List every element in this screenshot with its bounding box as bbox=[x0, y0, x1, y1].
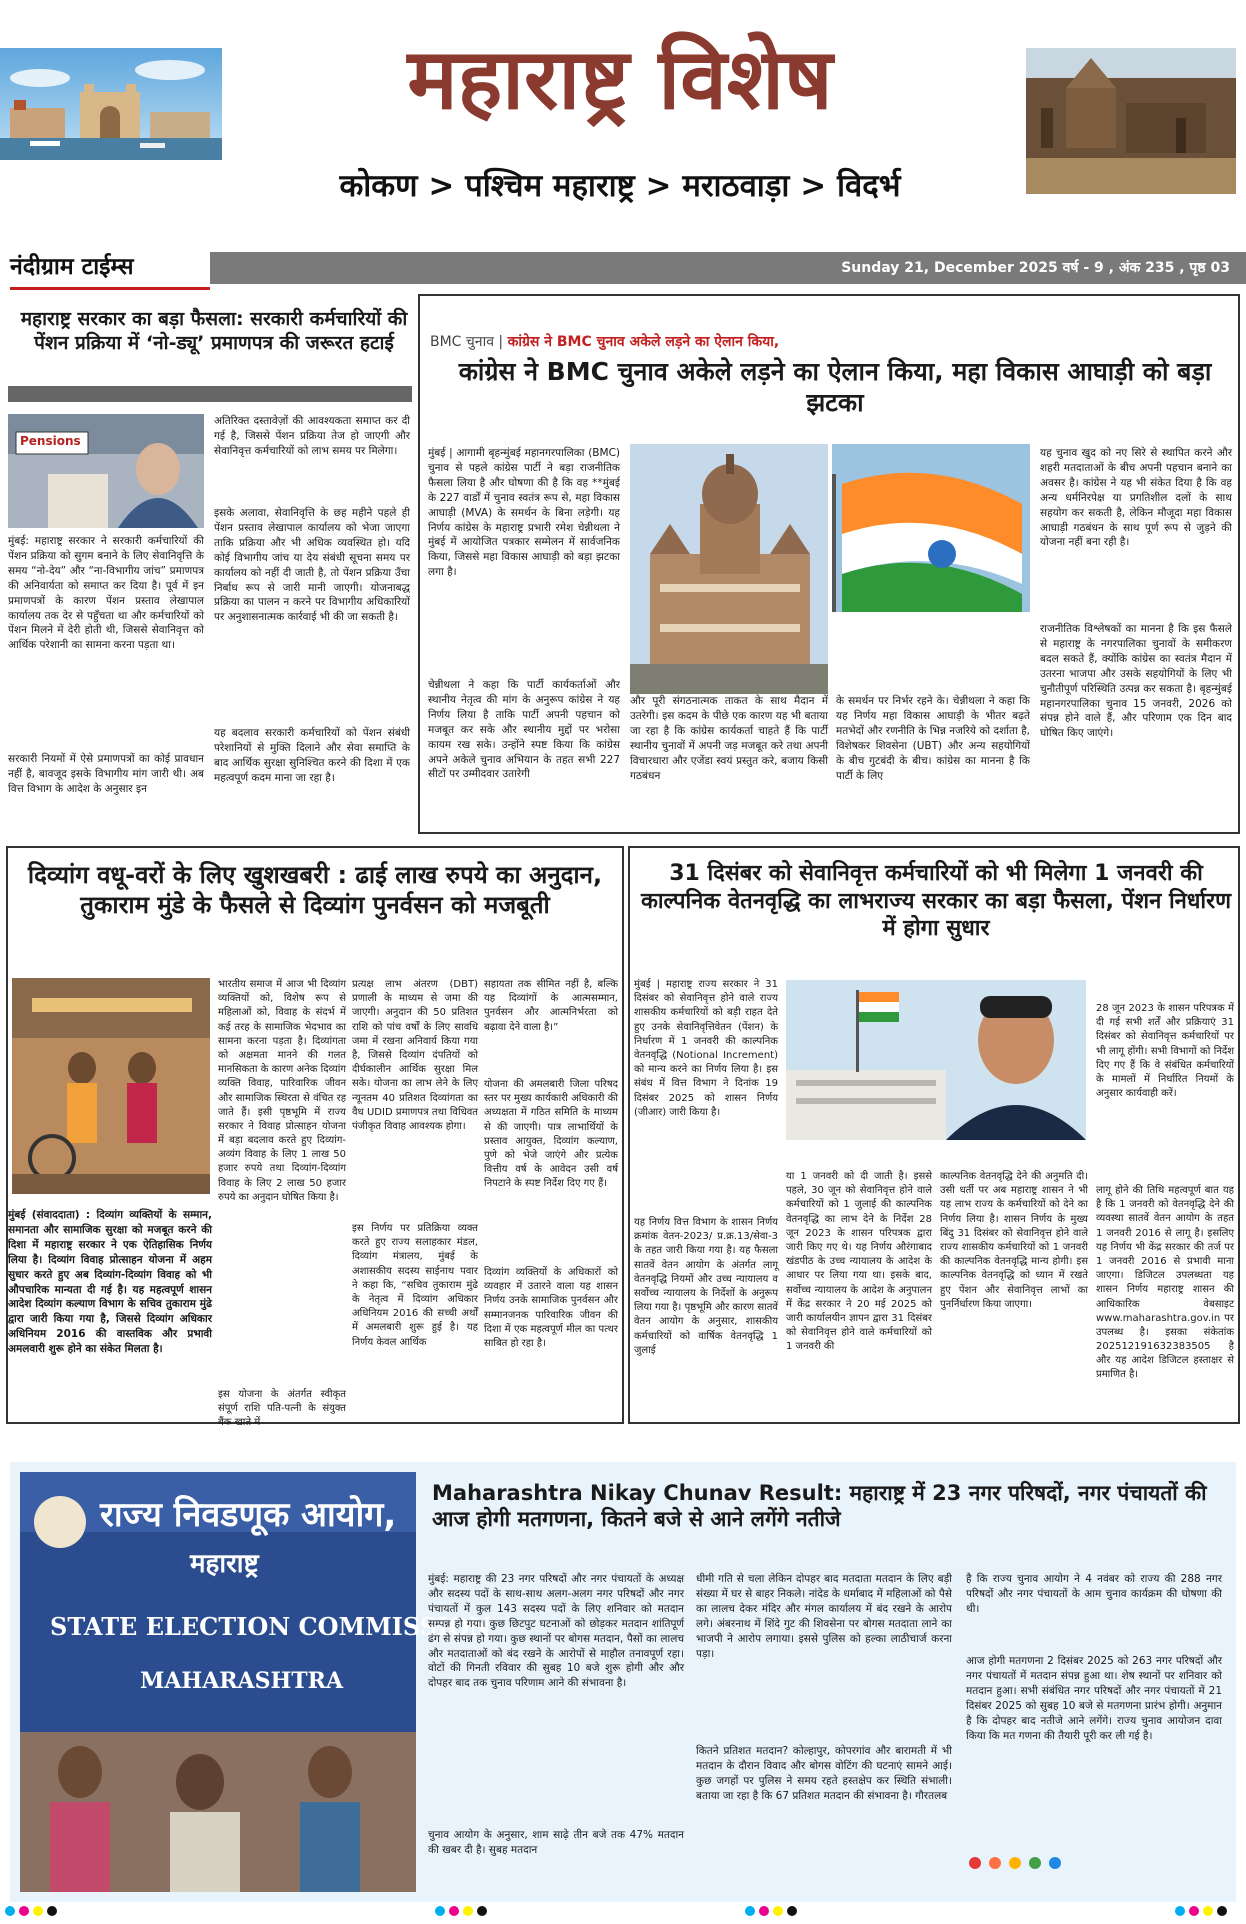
pensions-sign-label: Pensions bbox=[20, 434, 81, 448]
article3-col3b: इस निर्णय पर प्रतिक्रिया व्यक्त करते हुए राज्य सलाहकार मंडल, दिव्यांग मंत्रालय, मुंबई के अशासकीय सदस्य साईनाथ पवार ने कहा कि, “सचिव तुकाराम मुंढे के नेतृत्व में दिव्यांग अधिकार अधिनियम 2016 की सच्ची अर्थों में अमलबारी शुरू हुई है। यह निर्णय केवल आर्थिक bbox=[352, 1223, 478, 1348]
masthead-title: महाराष्ट्र विशेष bbox=[407, 30, 833, 128]
article3-col4b: योजना की अमलबारी जिला परिषद स्तर पर मुख्य कार्यकारी अधिकारी की अध्यक्षता में गठित समिति के माध्यम से की जाएगी। पात्र लाभार्थियों के प्रस्ताव आयुक्त, दिव्यांग कल्याण, पुणे को भेजे जाएंगे और प्रत्येक वित्तीय वर्ष के आवेदन उसी वर्ष निपटाने के स्पष्ट निर्देश दिए गए हैं। bbox=[484, 1079, 618, 1190]
article1-col2c: यह बदलाव सरकारी कर्मचारियों को पेंशन संबंधी परेशानियों से मुक्ति दिलाने और सेवा समाप्ति के बाद आर्थिक सुरक्षा सुनिश्चित करने की दिशा में एक महत्वपूर्ण कदम माना जा रहा है। bbox=[214, 727, 410, 784]
article1-col1b: सरकारी नियमों में ऐसे प्रमाणपत्रों का कोई प्रावधान नहीं है, बावजूद इसके विभागीय मांग जारी थी। अब वित्त विभाग के आदेश के अनुसार इन bbox=[8, 753, 204, 795]
article1-headline: महाराष्ट्र सरकार का बड़ा फैसला: सरकारी कर्मचारियों की पेंशन प्रक्रिया में ‘नो-ड्यू’ प्रमाणपत्र की जरूरत हटाई bbox=[20, 308, 408, 354]
article2-col2b: और पूरी संगठनात्मक ताकत के साथ मैदान में उतरेगी। इस कदम के पीछे एक कारण यह भी बताया जा रहा है कि कांग्रेस कार्यकर्ता चाहते हैं कि पार्टी स्थानीय चुनावों में अपनी जड़ मजबूत करे तथा अपनी विचारधारा और एजेंडा स्वयं प्रस्तुत करे, बजाय किसी गठबंधन bbox=[630, 695, 828, 782]
article4-col4: 28 जून 2023 के शासन परिपत्रक में दी गई सभी शर्तें और प्रक्रियाएं 31 दिसंबर को सेवानिवृत्त कर्मचारियों पर भी लागू होंगी। सभी विभागों को निर्देश दिए गए हैं कि वे संबंधित कर्मचारियों के मामलों में निर्धारित नियमों के अनुसार कार्यवाही करें। bbox=[1096, 1003, 1234, 1100]
article2-col1b: चेन्नीथला ने कहा कि पार्टी कार्यकर्ताओं और स्थानीय नेतृत्व की मांग के अनुरूप कांग्रेस ने यह निर्णय लिया है ताकि पार्टी अपनी पहचान को मजबूत कर सके और स्थानीय मुद्दों पर भरोसा कायम रख सके। उन्होंने स्पष्ट किया कि कांग्रेस अपने अकेले चुनाव अभियान के तहत सभी 227 सीटों पर उम्मीदवार उतारेगी bbox=[428, 679, 620, 781]
article2-kicker-red: कांग्रेस ने BMC चुनाव अकेले लड़ने का ऐलान किया, bbox=[507, 334, 780, 350]
article2-col4b: राजनीतिक विश्लेषकों का मानना है कि इस फैसले से महाराष्ट्र के नगरपालिका चुनावों के समीकरण बदल सकते हैं, क्योंकि कांग्रेस का स्वतंत्र मैदान में उतरना भाजपा और उसके सहयोगियों के लिए भी चुनौतीपूर्ण परिस्थिति उत्पन्न कर सकता है। बृहन्मुंबई महानगरपालिका चुनाव 15 जनवरी, 2026 को संपन्न होने वाले हैं, और परिणाम एक दिन बाद घोषित किए जाएंगे। bbox=[1040, 623, 1232, 740]
mantralaya-cm-photo bbox=[786, 980, 1086, 1140]
article5-col1b: चुनाव आयोग के अनुसार, शाम साढ़े तीन बजे तक 47% मतदान की खबर दी है। सुबह मतदान bbox=[428, 1829, 684, 1856]
registration-marks bbox=[0, 1902, 1246, 1920]
election-sign-text-2: महाराष्ट्र bbox=[190, 1549, 259, 1579]
article4-col4b: लागू होने की तिथि महत्वपूर्ण बात यह है कि 1 जनवरी को वेतनवृद्धि देने की व्यवस्था सातवें वेतन आयोग के तहत 1 जनवरी 2016 से लागू है। इसलिए यह निर्णय भी केंद्र सरकार की तर्ज पर 1 जनवरी 2016 से प्रभावी माना जाएगा। डिजिटल उपलब्धता यह शासन निर्णय महाराष्ट्र शासन की आधिकारिक वेबसाइट www.maharashtra.gov.in पर उपलब्ध है। इसका संकेतांक 202512191632383505 है और यह आदेश डिजिटल हस्ताक्षर से प्रमाणित है। bbox=[1096, 1185, 1234, 1381]
region-subtitle: कोकण > पश्चिम महाराष्ट्र > मराठवाड़ा > विदर्भ bbox=[339, 168, 901, 204]
pensions-photo bbox=[8, 414, 204, 528]
article4-col1b: यह निर्णय वित्त विभाग के शासन निर्णय क्रमांक वेतन-2023/ प्र.क्र.13/सेवा-3 के तहत जारी किया गया है। यह फैसला सातवें वेतन आयोग के अंतर्गत लागू वेतनवृद्धि नियमों और उच्च न्यायालय व सर्वोच्च न्यायालय के निर्देशों के अनुरूप लिया गया है। पृष्ठभूमि और कारण सातवें वेतन आयोग के अनुसार, शासकीय कर्मचारियों को वार्षिक वेतनवृद्धि 1 जुलाई bbox=[634, 1217, 778, 1356]
article2-col1: मुंबई | आगामी बृहन्मुंबई महानगरपालिका (BMC) चुनाव से पहले कांग्रेस पार्टी ने बड़ा राजनीतिक फैसला लिया है और घोषणा की है कि वह **मुंबई के 227 वार्डों में चुनाव स्वतंत्र रूप से, महा विकास आघाड़ी (MVA) के समर्थन के बिना लड़ेगी। यह निर्णय कांग्रेस के महाराष्ट्र प्रभारी रमेश चेन्नीथला ने मुंबई में आयोजित पत्रकार सम्मेलन में सार्वजनिक किया, जिससे महा विकास आघाड़ी को बड़ा झटका लगा है। bbox=[428, 447, 620, 579]
article5-col2b: कितने प्रतिशत मतदान? कोल्हापुर, कोपरगांव और बारामती में भी मतदान के दौरान विवाद और बोगस वोटिंग की घटनाएं सामने आई। कुछ जगहों पर पुलिस ने समय रहते हस्तक्षेप कर स्थिति संभाली। बताया जा रहा है कि 67 प्रतिशत मतदान की संभावना है। गौरतलब bbox=[696, 1745, 952, 1802]
article1-rule bbox=[8, 386, 412, 402]
article2-kicker-label: BMC चुनाव | bbox=[430, 334, 504, 350]
article4-col3b: काल्पनिक वेतनवृद्धि देने की अनुमति दी। उसी धर्ती पर अब महाराष्ट्र शासन ने भी यह लाभ राज्य के कर्मचारियों को देने का निर्णय लिया है। शासन निर्णय के मुख्य बिंदु 31 दिसंबर को सेवानिवृत्त होने वाले राज्य शासकीय कर्मचारियों को 1 जनवरी की काल्पनिक वेतनवृद्धि मान्य होगी। इस काल्पनिक वेतनवृद्धि को ध्यान में रखते हुए पेंशन और सेवानिवृत्त लाभों का पुनर्निर्धारण किया जाएगा। bbox=[940, 1171, 1088, 1310]
article4-col2b: या 1 जनवरी को दी जाती है। इससे पहले, 30 जून को सेवानिवृत्त होने वाले कर्मचारियों को 1 जुलाई की काल्पनिक वेतनवृद्धि का लाभ देने के निर्देश 28 जून 2023 के शासन परिपत्रक द्वारा जारी किए गए थे। यह निर्णय औरंगाबाद खंडपीठ के उच्च न्यायालय के आदेश के आधार पर लिया गया था। इसके बाद, सर्वोच्च न्यायालय के आदेश के अनुपालन में केंद्र सरकार ने 20 मई 2025 को जारी कार्यालयीन ज्ञापन द्वारा 31 दिसंबर को सेवानिवृत्त होने वाले कर्मचारियों को 1 जनवरी की bbox=[786, 1171, 932, 1353]
article1-col2: अतिरिक्त दस्तावेज़ों की आवश्यकता समाप्त कर दी गई है, जिससे पेंशन प्रक्रिया तेज हो जाएगी और सेवानिवृत्त कर्मचारियों को लाभ समय पर मिलेगा। bbox=[214, 415, 410, 457]
article5-col3b: आज होगी मतगणना 2 दिसंबर 2025 को 263 नगर परिषदों और नगर पंचायतों में मतदान संपन्न हुआ था। शेष स्थानों पर शनिवार को मतदान हुआ। सभी संबंधित नगर परिषदों और नगर पंचायतों में 21 दिसंबर 2025 को सुबह 10 बजे से मतगणना प्रारंभ होगी। अनुमान है कि दोपहर बाद नतीजे आने लगेंगे। राज्य चुनाव आयोजन दावा किया कि मत गणना की तैयारी पूरी कर ली गई है। bbox=[966, 1655, 1222, 1742]
election-sign-text-3: STATE ELECTION COMMISSION bbox=[50, 1612, 492, 1641]
temple-photo bbox=[1026, 48, 1236, 194]
article3-col3: प्रत्यक्ष लाभ अंतरण (DBT) प्रणाली के माध्यम से जमा की जाएगी। अनुदान की 50 प्रतिशत राशि को पांच वर्षों के लिए सावधि जमा में रखना अनिवार्य किया गया है, जिससे दिव्यांग दंपतियों को दीर्घकालीन आर्थिक सुरक्षा मिल सके। योजना का लाभ लेने के लिए न्यूनतम 40 प्रतिशत दिव्यांगता का वैध UDID प्रमाणपत्र तथा विधिवत पंजीकृत विवाह आवश्यक होगा। bbox=[352, 979, 478, 1132]
article5-col3: है कि राज्य चुनाव आयोग ने 4 नवंबर को राज्य की 288 नगर परिषदों और नगर पंचायतों के आम चुनाव कार्यक्रम की घोषणा की थी। bbox=[966, 1573, 1222, 1615]
article2-col4: यह चुनाव खुद को नए सिरे से स्थापित करने और शहरी मतदाताओं के बीच अपनी पहचान बनाने का अवसर है। कांग्रेस ने यह भी संकेत दिया है कि वह अन्य धर्मनिरपेक्ष या प्रगतिशील दलों के साथ सहयोग कर सकती है, लेकिन मौजूदा महा विकास आघाड़ी गठबंधन के साथ पूर्ण रूप से जुड़ने की योजना नहीं बना रही है। bbox=[1040, 447, 1232, 549]
color-dots-decoration bbox=[968, 1855, 1088, 1869]
article3-col4: सहायता तक सीमित नहीं है, बल्कि यह दिव्यांगों के आत्मसम्मान, पुनर्वसन और आत्मनिर्भरता को बढ़ावा देने वाला है।” bbox=[484, 979, 618, 1033]
article5-col1: मुंबई: महाराष्ट्र की 23 नगर परिषदों और नगर पंचायतों के अध्यक्ष और सदस्य पदों के साथ-साथ अलग-अलग नगर परिषदों और नगर पंचायतों में कुल 143 सदस्य पदों के लिए शनिवार को मतदान सम्पन्न हो गया। कुछ छिटपुट घटनाओं को छोड़कर मतदान शांतिपूर्ण ढंग से संपन्न हो गया। कुछ स्थानों पर बोगस मतदान, पैसों का लालच और मतदाताओं को बंद रखने के आरोपों से माहौल तनावपूर्ण रहा। वोटों की गिनती रविवार की सुबह 10 बजे शुरू होगी और और दोपहर बाद तक चुनाव परिणाम आने की संभावना है। bbox=[428, 1573, 684, 1690]
article4-headline: 31 दिसंबर को सेवानिवृत्त कर्मचारियों को भी मिलेगा 1 जनवरी की काल्पनिक वेतनवृद्धि का लाभराज्य सरकार का बड़ा फैसला, पेंशन निर्धारण में होगा सुधार bbox=[640, 861, 1232, 941]
article3-lead: मुंबई (संवाददाता) : दिव्यांग व्यक्तियों के सम्मान, समानता और सामाजिक सुरक्षा को मजबूत करने की दिशा में महाराष्ट्र सरकार ने एक ऐतिहासिक निर्णय लिया है। दिव्यांग विवाह प्रोत्साहन योजना में अहम सुधार करते हुए अब दिव्यांग-दिव्यांग विवाह को भी औपचारिक मान्यता दी गई है। यह महत्वपूर्ण शासन आदेश दिव्यांग कल्याण विभाग के सचिव तुकाराम मुंढे द्वारा जारी किया गया है, जिससे दिव्यांग अधिकार अधिनियम 2016 की वास्तविक और प्रभावी अमलवारी शुरू होने का संकेत मिलता है। bbox=[8, 1209, 212, 1356]
bmc-building-photo bbox=[630, 444, 828, 694]
congress-flag-photo bbox=[832, 444, 1030, 612]
newspaper-logo bbox=[10, 248, 210, 290]
article3-headline: दिव्यांग वधू-वरों के लिए खुशखबरी : ढाई लाख रुपये का अनुदान, तुकाराम मुंडे के फैसले से दिव्यांग पुनर्वसन को मजबूती bbox=[27, 861, 603, 919]
article1-col2b: इसके अलावा, सेवानिवृत्ति के छह महीने पहले ही पेंशन प्रस्ताव लेखापाल कार्यालय को भेजा जाएगा ताकि प्रक्रिया और भी अधिक व्यवस्थित हो। यदि कोई विभागीय जांच या देय संबंधी सूचना समय पर कार्यालय को नहीं दी जाती है, तो पेंशन प्रक्रिया उँचा निर्बाध रूप से जारी मानी जाएगी। योजनाबद्ध प्रक्रिया का पालन न करने पर विभागीय अधिकारियों पर अनुशासनात्मक कार्रवाई भी की जा सकती है। bbox=[214, 507, 410, 624]
newspaper-logo-text: नंदीग्राम टाईम्स bbox=[10, 254, 134, 280]
article2-headline: कांग्रेस ने BMC चुनाव अकेले लड़ने का ऐलान किया, महा विकास आघाड़ी को बड़ा झटका bbox=[458, 357, 1212, 418]
article3-col4c: दिव्यांग व्यक्तियों के अधिकारों को व्यवहार में उतारने वाला यह शासन निर्णय उनके सामाजिक पुनर्वसन और सम्मानजनक पारिवारिक जीवन की दिशा में एक महत्वपूर्ण मील का पत्थर साबित हो रहा है। bbox=[484, 1267, 618, 1349]
article2-col3b: के समर्थन पर निर्भर रहने के। चेन्नीथला ने कहा कि यह निर्णय महा विकास आघाड़ी के भीतर बढ़ते मतभेदों और रणनीति के भिन्न नजरिये को दर्शाता है, विशेषकर शिवसेना (UBT) और अन्य सहयोगियों के बीच गुटबंदी के बीच। कांग्रेस का मानना है कि पार्टी के लिए bbox=[836, 695, 1030, 782]
article4-col1: मुंबई | महाराष्ट्र राज्य सरकार ने 31 दिसंबर को सेवानिवृत्त होने वाले राज्य शासकीय कर्मचारियों को बड़ी राहत देते हुए उनके सेवानिवृत्तिवेतन (पेंशन) के निर्धारण में 1 जनवरी की काल्पनिक वेतनवृद्धि (Notional Increment) को मान्य करने का निर्णय लिया है। इस संबंध में वित्त विभाग ने दिनांक 19 दिसंबर 2025 को शासन निर्णय (जीआर) जारी किया है। bbox=[634, 979, 778, 1118]
dateline: Sunday 21, December 2025 वर्ष - 9 , अंक 235 , पृष्ठ 03 bbox=[841, 260, 1230, 276]
article2-kicker bbox=[430, 332, 1230, 352]
article3-col2b: इस योजना के अंतर्गत स्वीकृत संपूर्ण राशि पति-पत्नी के संयुक्त बैंक खाते में bbox=[218, 1389, 346, 1429]
article5-col2: धीमी गति से चला लेकिन दोपहर बाद मतदाता मतदान के लिए बड़ी संख्या में घर से बाहर निकले। नांदेड के धर्माबाद में महिलाओं को पैसे का लालच देकर मंदिर और मंगल कार्यालय में बंद रखने के आरोप लगे। अंबरनाथ में शिंदे गुट की शिवसेना पर बोगस मतदाता लाने का भाजपी ने आरोप लगाया। इससे पुलिस को हल्का लाठीचार्ज करना पड़ा। bbox=[696, 1573, 952, 1660]
gateway-of-india-photo bbox=[0, 48, 222, 160]
article3-col2: भारतीय समाज में आज भी दिव्यांग व्यक्तियों को, विशेष रूप से महिलाओं को, विवाह के संदर्भ में कई तरह के सामाजिक भेदभाव का सामना करना पड़ता है। दिव्यांगता को अक्षमता मानने की गलत मानसिकता के कारण अनेक दिव्यांग व्यक्ति विवाह, पारिवारिक जीवन और सामाजिक स्थिरता से वंचित रह जाते हैं। इसी पृष्ठभूमि में राज्य सरकार ने विवाह प्रोत्साहन योजना में बड़ा बदलाव करते हुए दिव्यांग-अव्यंग विवाह के लिए 1 लाख 50 हजार रुपये तथा दिव्यांग-दिव्यांग विवाह के लिए 2 लाख 50 हजार रुपये का अनुदान घोषित किया है। bbox=[218, 979, 346, 1203]
article1-col1: मुंबई: महाराष्ट्र सरकार ने सरकारी कर्मचारियों की पेंशन प्रक्रिया को सुगम बनाने के लिए सेवानिवृत्ति के समय “नाे-देय” और “ना-विभागीय जांच” प्रमाणपत्र की अनिवार्यता को समाप्त कर दिया है। पूर्व में इन प्रमाणपत्रों के कारण पेंशन प्रस्ताव लेखापाल कार्यालय तक देर से पहुँचता था और कर्मचारियों को पेंशन मिलने में देरी होती थी, जिससे सेवानिवृत्त को आर्थिक परेशानी का सामना करना पड़ता था। bbox=[8, 535, 204, 652]
election-commission-photo bbox=[20, 1472, 492, 1892]
election-sign-text-4: MAHARASHTRA bbox=[140, 1668, 344, 1694]
wedding-photo bbox=[12, 978, 210, 1194]
article5-headline: Maharashtra Nikay Chunav Result: महाराष्ट्र में 23 नगर परिषदों, नगर पंचायतों की आज होगी मतगणना, कितने बजे से आने लगेंगे नतीजे bbox=[432, 1481, 1207, 1532]
election-sign-text-1: राज्य निवडणूक आयोग, bbox=[100, 1495, 397, 1535]
